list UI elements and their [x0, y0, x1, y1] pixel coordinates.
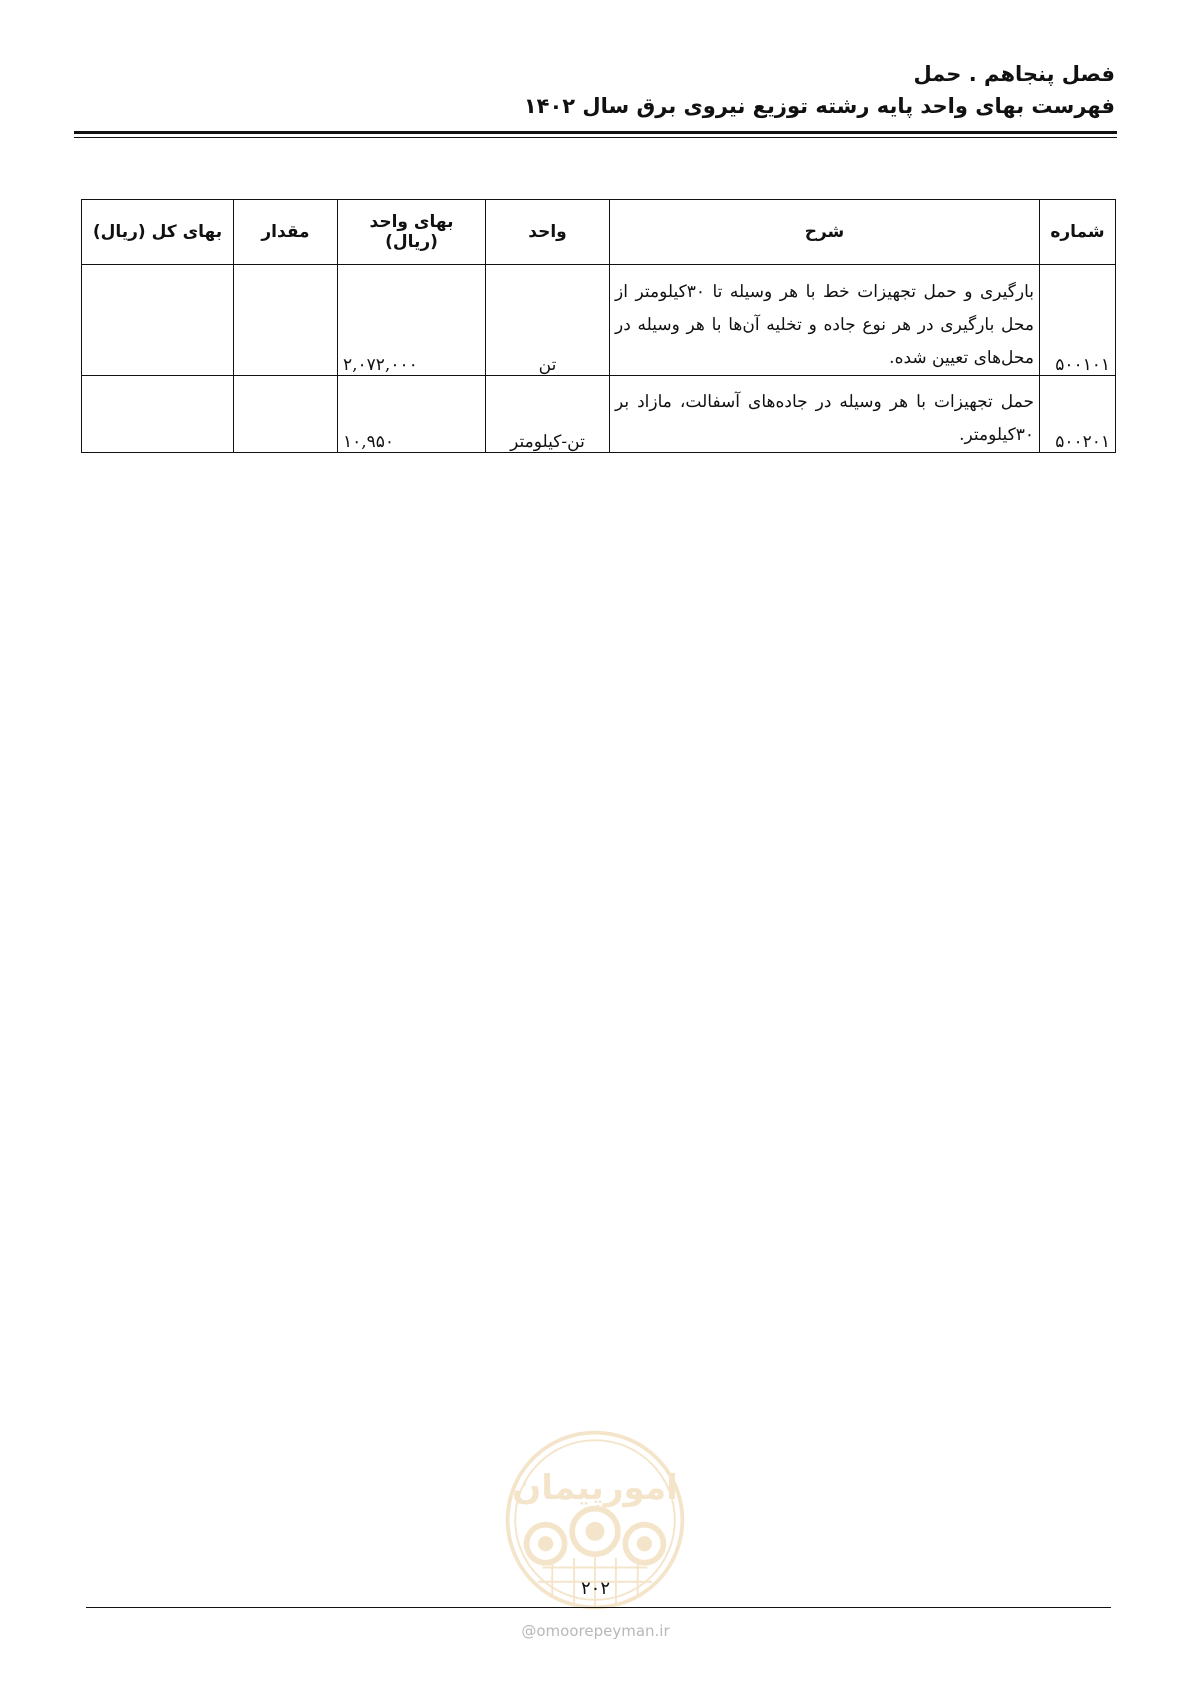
- footer-rule: [86, 1607, 1111, 1608]
- table-header-row: [82, 200, 1116, 265]
- item-quantity: [234, 376, 338, 453]
- item-code: ۵۰۰۲۰۱: [1040, 376, 1116, 453]
- item-quantity: [234, 265, 338, 376]
- item-code: ۵۰۰۱۰۱: [1040, 265, 1116, 376]
- watermark-text: امورپیمان: [512, 1468, 678, 1509]
- chapter-title: فصل پنجاهم . حمل: [913, 62, 1115, 86]
- item-description: بارگیری و حمل تجهیزات خط با هر وسیله تا ۳۰کیلومتر از محل بارگیری در هر نوع جاده و تخلیه آن‌ها با هر وسیله در محل‌های تعیین شده.: [610, 265, 1040, 376]
- table-row: [82, 376, 1116, 453]
- item-unit-price: ۱۰,۹۵۰: [338, 376, 486, 453]
- item-unit-price: ۲,۰۷۲,۰۰۰: [338, 265, 486, 376]
- column-header-unit: واحد: [486, 200, 610, 265]
- column-header-unit-price: بهای واحد (ریال): [338, 200, 486, 265]
- item-description: حمل تجهیزات با هر وسیله در جاده‌های آسفالت، مازاد بر ۳۰کیلومتر.: [610, 376, 1040, 453]
- header-rule-thick: [74, 131, 1117, 134]
- website-watermark: @omoorepeyman.ir: [521, 1622, 670, 1640]
- page-number: ۲۰۲: [580, 1578, 610, 1599]
- column-header-description: شرح: [610, 200, 1040, 265]
- document-title: فهرست بهای واحد پایه رشته توزیع نیروی برق سال ۱۴۰۲: [523, 94, 1115, 118]
- column-header-code: شماره: [1040, 200, 1116, 265]
- price-list-table: [81, 199, 1116, 453]
- table-row: [82, 265, 1116, 376]
- item-unit: تن: [486, 265, 610, 376]
- item-total: [82, 265, 234, 376]
- column-header-quantity: مقدار: [234, 200, 338, 265]
- page-header: [76, 58, 1115, 122]
- column-header-total: بهای کل (ریال): [82, 200, 234, 265]
- header-rule-thin: [74, 137, 1117, 138]
- item-unit: تن-کیلومتر: [486, 376, 610, 453]
- item-total: [82, 376, 234, 453]
